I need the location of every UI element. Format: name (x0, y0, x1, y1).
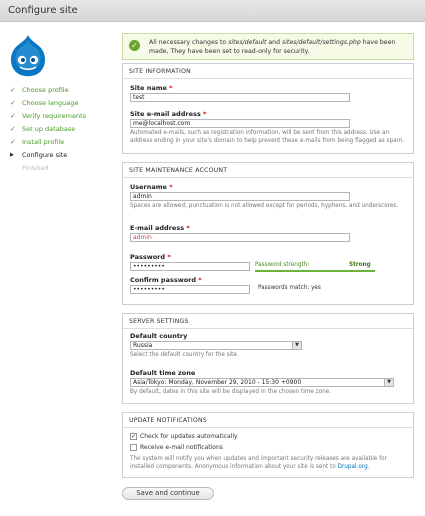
step-choose-language (10, 97, 110, 110)
password-strength: Password strength: Strong (255, 262, 371, 268)
confirm-password-input[interactable]: ••••••••• (130, 285, 250, 294)
default-country-description: Select the default country for the site. (130, 352, 239, 358)
step-verify-requirements (10, 110, 110, 123)
step-label: Choose language (22, 99, 79, 107)
site-name-label: Site name * (130, 84, 173, 92)
install-steps (10, 84, 110, 175)
drupal-logo (8, 34, 48, 80)
default-timezone-select[interactable]: Asia/Tokyo: Monday, November 29, 2010 - 15:30 +0900 ▼ (130, 378, 394, 387)
arrow-right-icon: ▶ (10, 152, 14, 158)
server-settings-section (122, 313, 414, 404)
email-notifications-label: Receive e-mail notifications (140, 444, 223, 451)
maintenance-account-section (122, 162, 414, 305)
step-label: Install profile (22, 138, 65, 146)
check-icon: ✓ (10, 112, 16, 120)
default-country-select[interactable]: Russia ▼ (130, 341, 302, 350)
status-message-text: All necessary changes to sites/default and sites/default/settings.php have been made, They have been set to read-only for security. (149, 39, 396, 55)
step-label: Set up database (22, 125, 76, 133)
save-and-continue-button[interactable]: Save and continue (122, 487, 214, 500)
check-icon: ✓ (10, 125, 16, 133)
check-updates-checkbox[interactable]: ✓ (131, 433, 137, 440)
chevron-down-icon: ▼ (384, 379, 393, 386)
password-strength-bar (255, 270, 375, 272)
check-icon: ✓ (10, 99, 16, 107)
update-notifications-section (122, 412, 414, 478)
step-label: Configure site (22, 151, 68, 159)
step-label: Finished (22, 164, 49, 172)
check-updates-label: Check for updates automatically (140, 433, 238, 440)
username-label: Username * (130, 183, 173, 191)
drupal-org-link[interactable]: Drupal.org (337, 463, 368, 470)
step-choose-profile (10, 84, 110, 97)
step-install-profile (10, 136, 110, 149)
check-icon: ✓ (129, 40, 140, 51)
check-icon: ✓ (10, 138, 16, 146)
section-legend: SITE MAINTENANCE ACCOUNT (129, 167, 228, 174)
account-email-label: E-mail address * (130, 224, 190, 232)
check-icon: ✓ (10, 86, 16, 94)
account-email-input[interactable]: admin (130, 233, 350, 242)
password-label: Password * (130, 253, 171, 261)
page-title: Configure site (8, 5, 78, 16)
step-set-up-database (10, 123, 110, 136)
step-configure-site (10, 149, 110, 162)
step-finished (10, 162, 110, 175)
site-information-section (122, 63, 414, 154)
site-name-input[interactable]: test (130, 93, 350, 102)
password-input[interactable]: ••••••••• (130, 262, 250, 271)
page-header (0, 0, 425, 22)
section-legend: SERVER SETTINGS (129, 318, 189, 325)
username-input[interactable]: admin (130, 192, 350, 201)
default-timezone-description: By default, dates in this site will be displayed in the chosen time zone. (130, 389, 332, 395)
section-legend: UPDATE NOTIFICATIONS (129, 417, 207, 424)
default-country-label: Default country (130, 332, 188, 340)
status-message (122, 33, 414, 60)
site-email-label: Site e-mail address * (130, 110, 207, 118)
password-strength-value: Strong (349, 262, 371, 268)
step-label: Verify requirements (22, 112, 87, 120)
password-match: Passwords match: yes (258, 285, 321, 291)
default-timezone-label: Default time zone (130, 369, 196, 377)
site-email-description: Automated e-mails, such as registration information, will be sent from this address. Use an address ending in your site's domain to help prevent these e-mails from being flagged as spam. (130, 130, 404, 144)
username-description: Spaces are allowed; punctuation is not allowed except for periods, hyphens, and underscores. (130, 203, 399, 209)
site-email-input[interactable]: me@localhost.com (130, 119, 350, 128)
section-legend: SITE INFORMATION (129, 68, 191, 75)
email-notifications-checkbox[interactable] (130, 444, 137, 451)
confirm-password-label: Confirm password * (130, 276, 202, 284)
chevron-down-icon: ▼ (292, 342, 301, 349)
step-label: Choose profile (22, 86, 69, 94)
update-notifications-description: The system will notify you when updates and important security releases are available for installed components. Anonymous information about your site is sent to Drupal.org. (130, 456, 387, 470)
